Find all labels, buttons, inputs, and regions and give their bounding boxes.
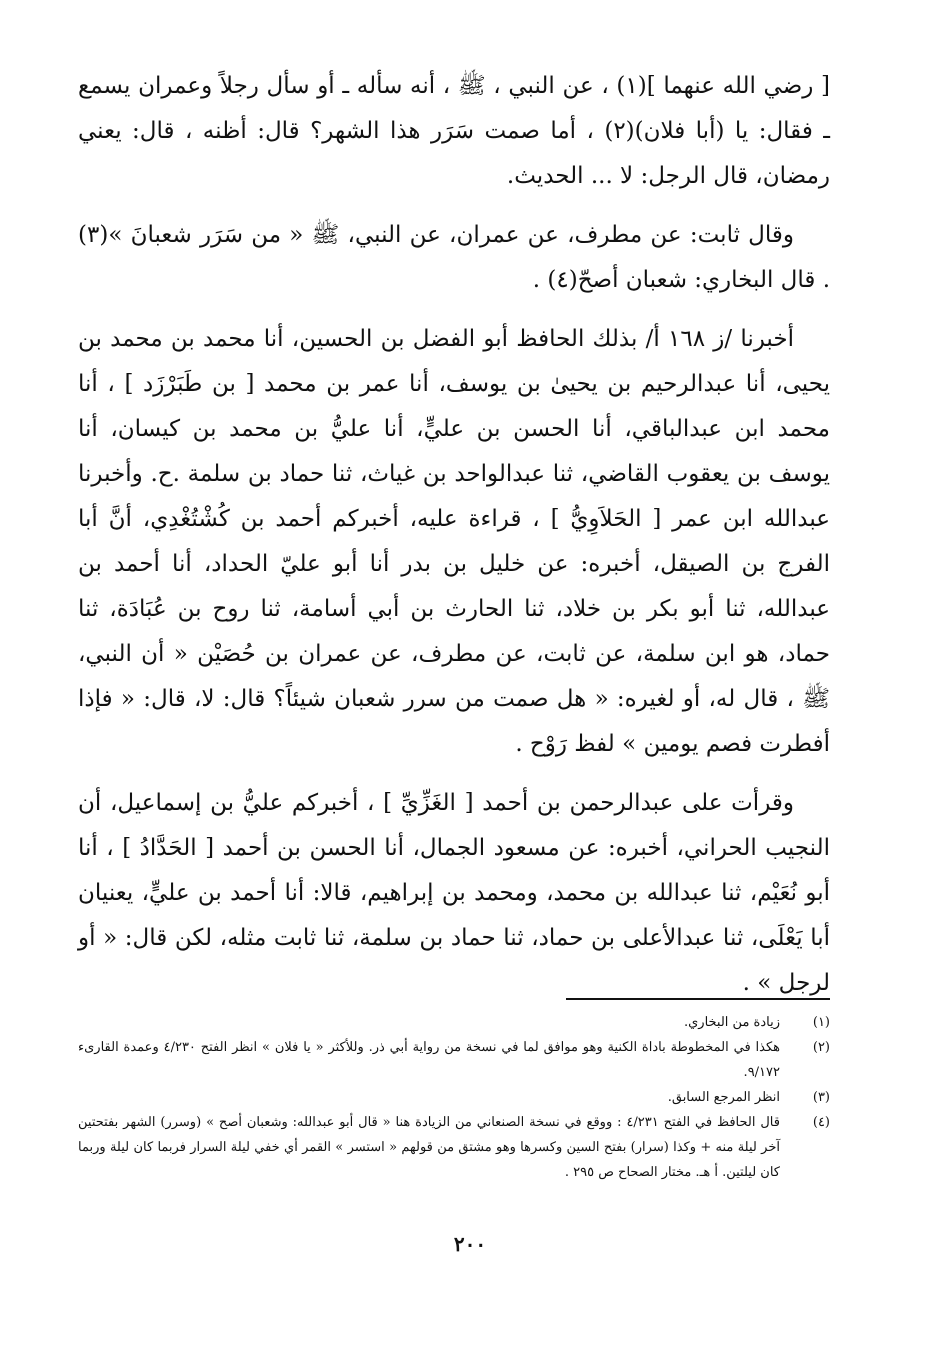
- footnote-number: (٤): [812, 1115, 830, 1130]
- footnote-number: (١): [812, 1015, 830, 1030]
- footnote-divider: [566, 998, 830, 1000]
- page-number: ٢٠٠: [453, 1232, 487, 1256]
- footnotes: [78, 1010, 830, 1185]
- footnote-3: [78, 1085, 830, 1110]
- paragraph-3: أخبرنا /ز ١٦٨ أ/ بذلك الحافظ أبو الفضل بن الحسين، أنا محمد بن محمد بن يحيى، أنا عبدالرحيم بن يحيىٰ بن يوسف، أنا عمر بن محمد [ بن طَبَرْزَد ] ، أنا محمد ابن عبدالباقي، أنا الحسن بن عليٍّ، أنا عليُّ بن محمد بن كيسان، أنا يوسف بن يعقوب القاضي، ثنا عبدالواحد بن غياث، ثنا حماد بن سلمة .ح. وأخبرنا عبدالله ابن عمر [ الحَلاَوِيُّ ] ، قراءة عليه، أخبركم أحمد بن كُشْتُغْدِي، أنَّ أبا الفرج بن الصيقل، أخبره: عن خليل بن بدر أنا أبو عليّ الحداد، أنا أحمد بن عبدالله، ثنا أبو بكر بن خلاد، ثنا الحارث بن أبي أسامة، ثنا روح بن عُبَادَة، ثنا حماد، هو ابن سلمة، عن ثابت، عن مطرف، عن عمران بن حُصَيْن « أن النبي، ﷺ ، قال له، أو لغيره: « هل صمت من سرر شعبان شيئاً؟ قال: لا، قال: « فإذا أفطرت فصم يومين » لفظ رَوْح .: [78, 326, 830, 757]
- footnote-2: [78, 1035, 830, 1085]
- footnote-number: (٢): [812, 1040, 830, 1055]
- footnote-text: قال الحافظ في الفتح ٤/٢٣١ : ووقع في نسخة الصنعاني من الزيادة هنا « قال أبو عبدالله: وشعبان أصح » (وسرر) الشهر بفتحتين آخر ليلة منه + وكذا (سرار) بفتح السين وكسرها وهو مشتق من قولهم « استسر » القمر أي خفي ليلة السرار فربما كان ليلة وربما كان ليلتين. أ هـ. مختار الصحاح ص ٢٩٥ .: [78, 1115, 780, 1180]
- paragraph-2: وقال ثابت: عن مطرف، عن عمران، عن النبي، ﷺ « من سَرَر شعبانَ »(٣) . قال البخاري: شعبان أصحّ(٤) .: [78, 222, 830, 293]
- footnote-text: هكذا في المخطوطة باداة الكنية وهو موافق لما في نسخة من رواية أبي ذر. وللأكثر « يا فلان » انظر الفتح ٤/٢٣٠ وعمدة القارىء ٩/١٧٢.: [78, 1040, 780, 1080]
- main-text: [78, 64, 830, 1020]
- paragraph-1: [ رضي الله عنهما ](١) ، عن النبي ، ﷺ ، أنه سأله ـ أو سأل رجلاً وعمران يسمع ـ فقال: يا (أبا فلان)(٢) ، أما صمت سَرَر هذا الشهر؟ قال: أظنه ، قال: يعني رمضان، قال الرجل: لا ... الحديث.: [78, 73, 830, 189]
- footnote-4: [78, 1110, 830, 1185]
- footnote-number: (٣): [812, 1090, 830, 1105]
- footnote-1: [78, 1010, 830, 1035]
- footnote-text: انظر المرجع السابق.: [667, 1090, 780, 1105]
- paragraph-4: وقرأت على عبدالرحمن بن أحمد [ الغَزِّيِّ ] ، أخبركم عليُّ بن إسماعيل، أن النجيب الحراني، أخبره: عن مسعود الجمال، أنا الحسن بن أحمد [ الحَدَّادُ ] ، أنا أبو نُعَيْم، ثنا عبدالله بن محمد، ومحمد بن إبراهيم، قالا: أنا أحمد بن عليٍّ، يعنيان أبا يَعْلَى، ثنا عبدالأعلى بن حماد، ثنا حماد بن سلمة، ثنا ثابت مثله، لكن قال: « أو لرجل » .: [78, 790, 830, 996]
- footnote-text: زيادة من البخاري.: [683, 1015, 780, 1030]
